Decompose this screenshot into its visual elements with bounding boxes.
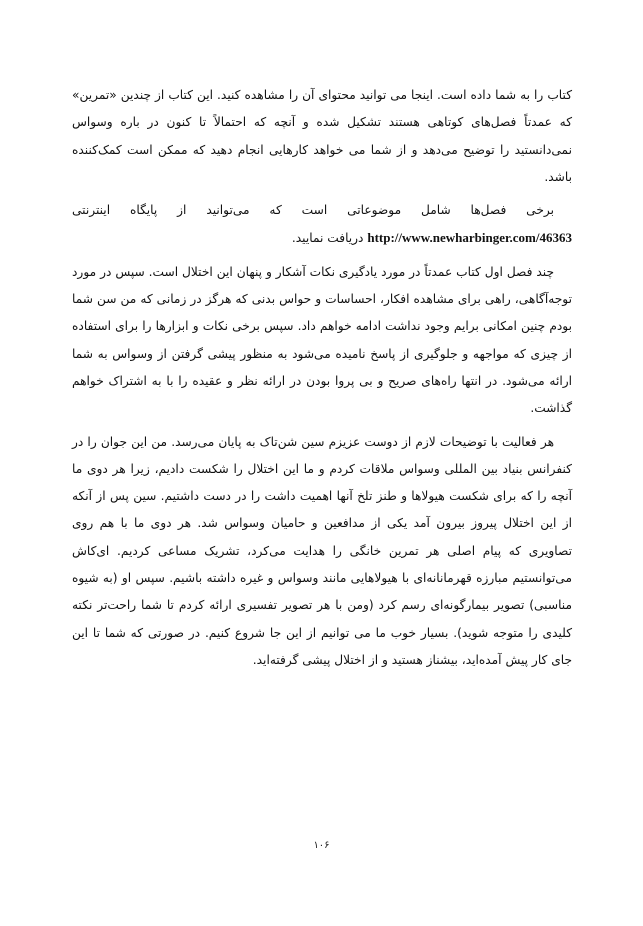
download-link[interactable]: http://www.newharbinger.com/46363	[367, 230, 572, 246]
paragraph-activities: هر فعالیت با توضیحات لازم از دوست عزیزم سین شن‌تاک به پایان می‌رسد. من این جوان را در کنفرانس بنیاد بین المللی وسواس ملاقات کردم و ما این اختلال را شکست دادیم، زیرا هر دوی ما آنچه را که برای شکست هیولاها و طنز تلخ آنها اهمیت داشت را در دست داشتیم. سین پس از آنکه از این اختلال پیروز بیرون آمد یکی از مدافعین و حامیان وسواس شد. هر دوی ما با هم روی تصاویری که پیام اصلی هر تمرین خانگی را هدایت می‌کرد، تشریک مساعی کردیم. ای‌کاش می‌توانستیم مبارزه قهرمانانه‌ای با هیولاهایی مانند وسواس و غیره داشته باشیم. سپس او (به شیوه مناسبی) تصویر بیمارگونه‌ای رسم کرد (ومن با هر تصویر تفسیری ارائه کردم تا شما راحت‌تر نکته کلیدی را متوجه شوید). بسیار خوب ما می توانیم از این جا شروع کنیم. در صورتی که شما تا این جای کار پیش آمده‌اید، بیشناز هستید و از اختلال پیشی گرفته‌اید.	[72, 434, 572, 667]
download-note-text: برخی فصل‌ها شامل موضوعاتی است که می‌توانید از پایگاه اینترنتی	[72, 203, 554, 218]
page-number: ۱۰۶	[313, 840, 330, 851]
paragraph-download-note	[72, 197, 572, 253]
download-note-suffix: دریافت نمایید.	[291, 231, 364, 246]
paragraph-chapters: چند فصل اول کتاب عمدتاً در مورد یادگیری نکات آشکار و پنهان این اختلال است. سپس در مورد توجه‌آگاهی، راهی برای مشاهده افکار، احساسات و حواس بدنی که هرگز در زمانی که من سن شما بودم چنین امکانی برایم وجود نداشت ادامه خواهم داد. سپس برخی نکات و ابزارها را برای استفاده از چیزی که مواجهه و جلوگیری از پاسخ نامیده می‌شود به منظور پیشی گرفتن از وسواس به شما ارائه می‌شود. در انتها راه‌های صریح و بی پروا بودن در ارائه نظر و عقیده را با به اشتراک خواهم گذاشت.	[72, 264, 572, 416]
paragraph-intro: کتاب را به شما داده است. اینجا می توانید محتوای آن را مشاهده کنید. این کتاب از چندین «تمرین» که عمدتاً فصل‌های کوتاهی هستند تشکیل شده و آنچه که احتمالاً تا کنون در باره وسواس نمی‌دانستید را توضیح می‌دهد و از شما می خواهد کارهایی انجام دهید که ممکن است کمک‌کننده باشد.	[72, 88, 572, 184]
document-body	[72, 82, 572, 674]
